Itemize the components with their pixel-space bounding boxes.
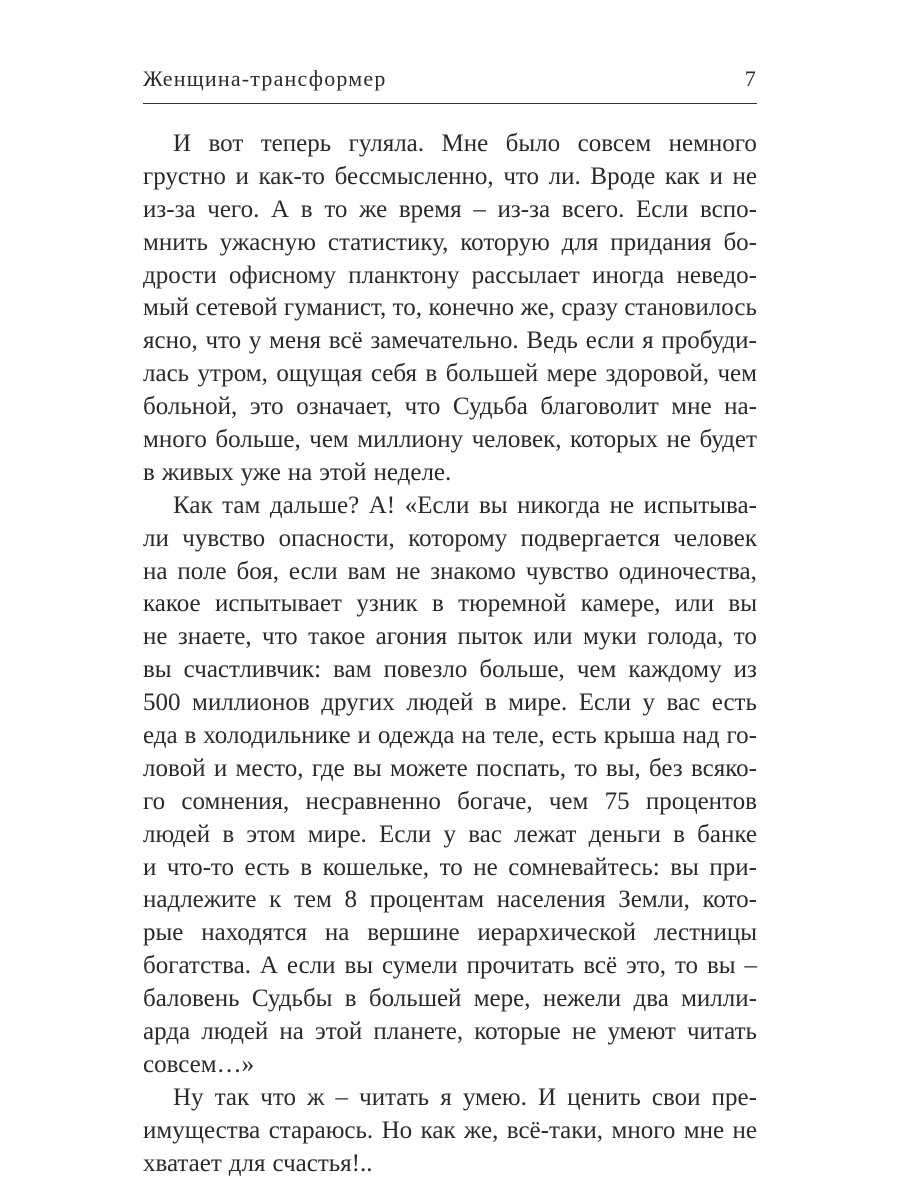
text-line: 500 миллионов других людей в мире. Если у вас есть <box>143 689 757 717</box>
text-line: людей в этом мире. Если у вас лежат деньги в банке <box>143 820 757 848</box>
text-line: мый сетевой гуманист, то, конечно же, сразу становилось <box>143 294 757 322</box>
text-line: много больше, чем миллиону человек, которых не будет <box>143 426 757 454</box>
text-line: грустно и как-то бессмысленно, что ли. Вроде как и не <box>143 162 757 190</box>
header-rule <box>143 103 757 104</box>
text-line: еда в холодильнике и одежда на теле, есть крыша над го- <box>143 722 757 750</box>
text-line: арда людей на этой планете, которые не умеют читать <box>143 1018 757 1046</box>
text-line: ясно, что у меня всё замечательно. Ведь если я пробуди- <box>143 327 757 355</box>
paragraph <box>143 490 757 1082</box>
text-line: дрости офисному планктону рассылает иногда неведо- <box>143 261 757 289</box>
text-line: мнить ужасную статистику, которую для придания бо- <box>143 228 757 256</box>
text-line: и что-то есть в кошельке, то не сомневайтесь: вы при- <box>143 853 757 881</box>
text-line: имущества стараюсь. Но как же, всё-таки, много мне не <box>143 1116 757 1144</box>
text-line: баловень Судьбы в большей мере, нежели два милли- <box>143 985 757 1013</box>
text-line: вы счастливчик: вам повезло больше, чем каждому из <box>143 656 757 684</box>
text-line: го сомнения, несравненно богаче, чем 75 процентов <box>143 787 757 815</box>
text-line: богатства. А если вы сумели прочитать всё это, то вы – <box>143 952 757 980</box>
page-number: 7 <box>744 66 757 91</box>
text-line: какое испытывает узник в тюремной камере, или вы <box>143 590 757 618</box>
text-line: ловой и место, где вы можете поспать, то вы, без всяко- <box>143 754 757 782</box>
text-line: лась утром, ощущая себя в большей мере здоровой, чем <box>143 360 757 388</box>
running-header <box>143 66 757 96</box>
text-line: из-за чего. А в то же время – из-за всего. Если вспо- <box>143 195 757 223</box>
paragraph <box>143 1082 757 1181</box>
text-line: хватает для счастья!.. <box>143 1149 373 1177</box>
chapter-title: Женщина-трансформер <box>143 66 387 91</box>
text-line: И вот теперь гуляла. Мне было совсем немного <box>173 130 757 157</box>
text-line: совсем…» <box>143 1050 255 1078</box>
text-line: рые находятся на вершине иерархической лестницы <box>143 919 757 947</box>
text-line: Как там дальше? А! «Если вы никогда не испытыва- <box>173 491 757 519</box>
page-body <box>143 128 757 1181</box>
paragraph <box>143 128 757 490</box>
text-line: в живых уже на этой неделе. <box>143 458 452 486</box>
text-line: больной, это означает, что Судьба благоволит мне на- <box>143 393 757 421</box>
text-line: на поле боя, если вам не знакомо чувство одиночества, <box>143 557 757 585</box>
text-line: ли чувство опасности, которому подвергается человек <box>143 524 757 552</box>
text-line: Ну так что ж – читать я умею. И ценить свои пре- <box>173 1083 757 1111</box>
text-line: не знаете, что такое агония пыток или муки голода, то <box>143 623 757 651</box>
text-line: надлежите к тем 8 процентам населения Земли, кото- <box>143 886 757 914</box>
